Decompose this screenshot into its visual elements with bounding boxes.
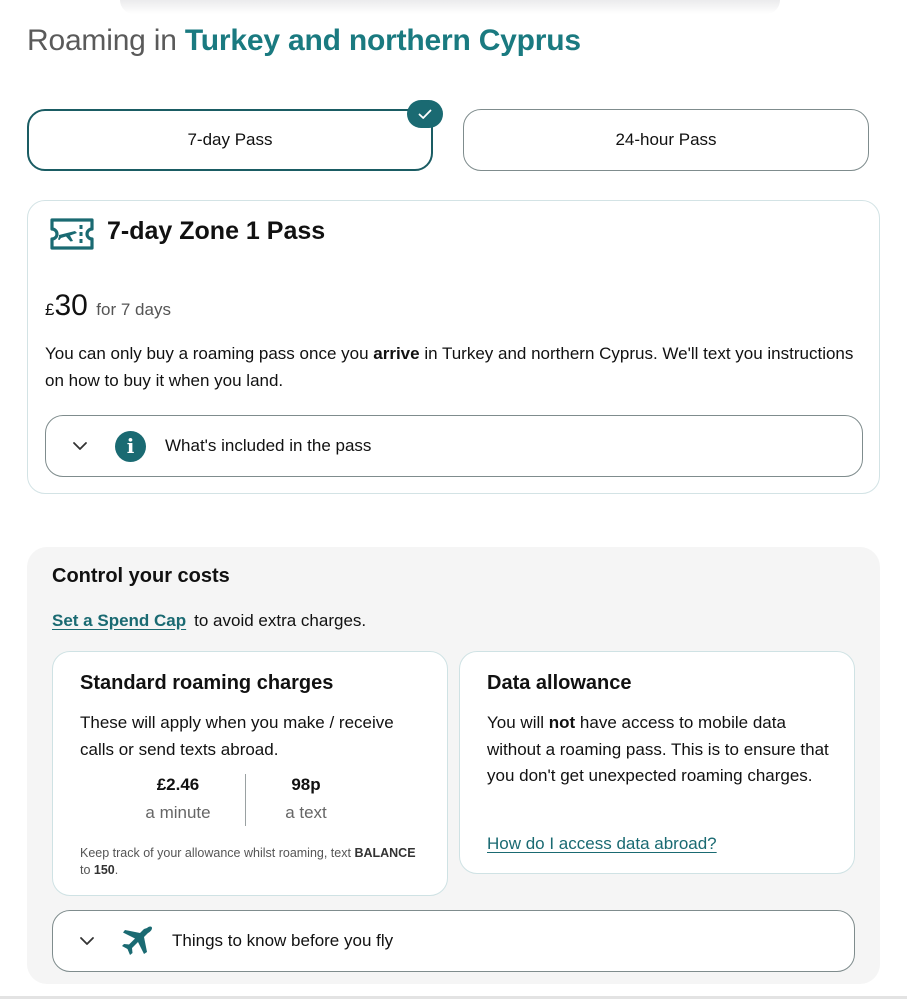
pass-card bbox=[27, 200, 880, 494]
tab-24-hour-pass-label: 24-hour Pass bbox=[615, 130, 717, 149]
tab-7-day-pass-label: 7-day Pass bbox=[187, 130, 273, 149]
pass-desc-after: in Turkey and northern Cyprus. We'll text you instructions on how to buy it when you land. bbox=[45, 344, 854, 390]
data-allowance-title: Data allowance bbox=[487, 672, 632, 694]
top-shadow bbox=[120, 0, 780, 14]
selected-check-icon bbox=[407, 100, 443, 128]
title-destination: Turkey and northern Cyprus bbox=[184, 24, 581, 57]
price-currency: £ bbox=[45, 300, 55, 319]
minute-unit: a minute bbox=[145, 803, 211, 822]
note-number: 150 bbox=[93, 863, 115, 877]
note-keyword: BALANCE bbox=[354, 846, 416, 860]
balance-note bbox=[80, 845, 425, 879]
data-allowance-card bbox=[459, 651, 855, 874]
title-prefix: Roaming in bbox=[27, 24, 177, 57]
spendcap-text: to avoid extra charges. bbox=[194, 611, 367, 630]
set-spend-cap-link[interactable]: Set a Spend Cap bbox=[52, 611, 187, 630]
note-middle: to bbox=[80, 863, 94, 877]
before-you-fly-label: Things to know before you fly bbox=[172, 931, 394, 950]
control-costs-section bbox=[27, 547, 880, 984]
whats-included-accordion[interactable] bbox=[45, 415, 863, 477]
pass-desc-before: You can only buy a roaming pass once you bbox=[45, 344, 374, 363]
pass-desc-bold: arrive bbox=[373, 344, 420, 363]
standard-charges-title: Standard roaming charges bbox=[80, 672, 334, 694]
plane-ticket-icon bbox=[48, 217, 96, 251]
minute-value: £2.46 bbox=[156, 775, 200, 794]
tab-7-day-pass[interactable] bbox=[27, 109, 433, 171]
chevron-down-icon bbox=[72, 441, 88, 451]
tab-24-hour-pass[interactable] bbox=[463, 109, 869, 171]
rate-per-text bbox=[231, 775, 381, 823]
whats-included-label: What's included in the pass bbox=[165, 436, 372, 455]
data-allowance-text bbox=[487, 710, 839, 790]
pass-description bbox=[45, 341, 869, 394]
info-icon: i bbox=[115, 431, 146, 462]
text-value: 98p bbox=[291, 775, 321, 794]
price-amount: 30 bbox=[54, 289, 88, 322]
plane-icon bbox=[120, 924, 154, 958]
costs-title: Control your costs bbox=[52, 565, 230, 587]
pass-title: 7-day Zone 1 Pass bbox=[107, 217, 326, 245]
spendcap-line bbox=[52, 611, 366, 631]
data-text-before: You will bbox=[487, 713, 549, 732]
before-you-fly-accordion[interactable] bbox=[52, 910, 855, 972]
data-abroad-link[interactable]: How do I access data abroad? bbox=[487, 834, 717, 853]
standard-charges-text: These will apply when you make / receive calls or send texts abroad. bbox=[80, 713, 394, 759]
note-end: . bbox=[114, 863, 119, 877]
text-unit: a text bbox=[285, 803, 327, 822]
pass-price bbox=[45, 289, 171, 323]
note-before: Keep track of your allowance whilst roaming, text bbox=[80, 846, 355, 860]
page-title bbox=[27, 24, 581, 58]
price-period: for 7 days bbox=[96, 300, 171, 319]
data-text-bold: not bbox=[548, 713, 576, 732]
standard-charges-card bbox=[52, 651, 448, 896]
chevron-down-icon bbox=[79, 936, 95, 946]
data-text-after: have access to mobile data without a roaming pass. This is to ensure that you don't get unexpected roaming charges. bbox=[487, 713, 829, 785]
